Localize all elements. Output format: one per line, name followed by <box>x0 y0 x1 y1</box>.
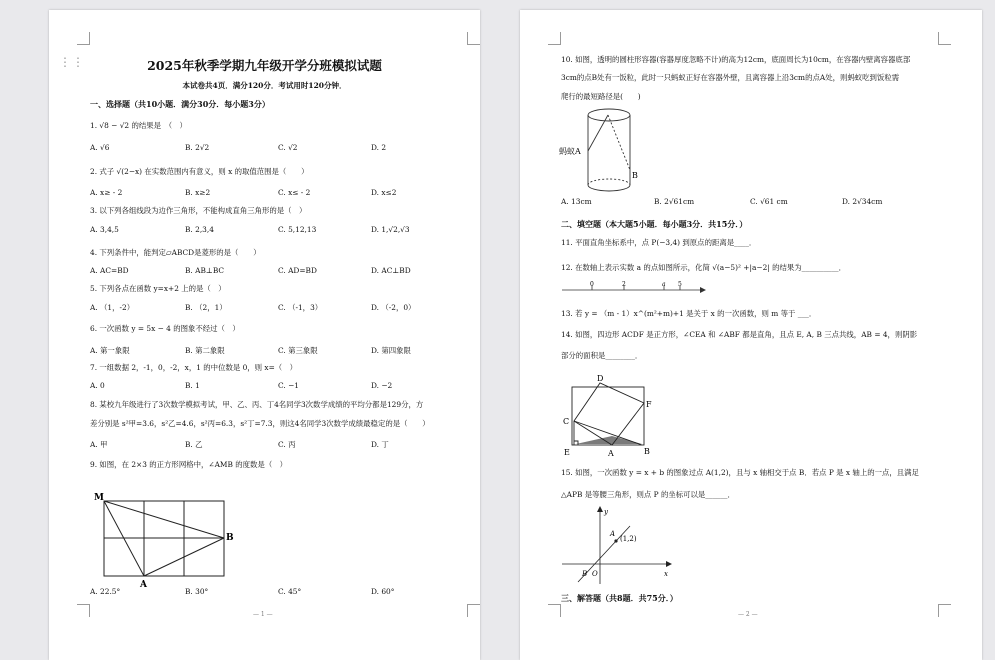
corner-mark <box>77 32 90 45</box>
option: C. x≤ - 2 <box>278 188 311 197</box>
section-heading: 一、选择题（共10小题．满分30分．每小题3分） <box>90 99 270 109</box>
question-stem-cont: 爬行的最短路径是( ) <box>561 92 641 101</box>
section-heading: 二、填空题（本大题5小题．每小题3分．共15分．） <box>561 219 748 229</box>
label-c: C <box>563 417 570 426</box>
option: B. 1 <box>185 381 200 390</box>
tick-label: 2 <box>622 281 626 288</box>
section-heading: 三、解答题（共8题．共75分．） <box>561 593 678 603</box>
option: B. 2√2 <box>185 143 210 152</box>
question-stem-cont: △APB 是等腰三角形，则点 P 的坐标可以是______． <box>561 490 735 499</box>
option: C. AD=BD <box>278 266 317 275</box>
exam-subtitle: 本试卷共4页．满分120分．考试用时120分钟． <box>182 81 347 90</box>
label-a: A <box>610 530 616 538</box>
option: A. x≥ - 2 <box>90 188 123 197</box>
option: A. 13cm <box>561 197 592 206</box>
label-m: M <box>94 493 104 503</box>
right-angle-mark <box>574 441 578 445</box>
label-b: B <box>582 570 588 578</box>
label-b: B <box>226 533 234 543</box>
option: D. 2√34cm <box>842 197 883 206</box>
segment-mb <box>104 501 224 538</box>
question-stem: 5. 下列各点在函数 y=x+2 上的是（ ） <box>90 284 226 293</box>
option: D. AC⊥BD <box>371 266 411 275</box>
corner-mark <box>548 32 561 45</box>
option: B. x≥2 <box>185 188 211 197</box>
page-number: — 2 — <box>738 611 758 618</box>
question-stem-cont: 部分的面积是________． <box>561 351 643 360</box>
corner-mark <box>77 604 90 617</box>
question-stem: 15. 如图，一次函数 y = x + b 的图象过点 A(1,2)，且与 x 轴相交于点 B．若点 P 是 x 轴上的一点，且满足 <box>561 468 919 477</box>
option: B. 2√61cm <box>654 197 695 206</box>
option: C. 丙 <box>278 440 296 449</box>
question-stem: 13. 若 y = （m - 1）x^(m²+m)+1 是关于 x 的一次函数，则 m 等于 ___． <box>561 309 817 318</box>
arrow-icon <box>597 506 603 512</box>
number-line-q12 <box>560 280 710 300</box>
ant-label: 蚂蚁A <box>559 147 581 156</box>
label-o: O <box>592 570 598 578</box>
outer-rectangle <box>572 387 644 445</box>
option: D. （-2，0） <box>371 303 416 312</box>
square-acdf <box>574 383 644 445</box>
tick-label: a <box>662 281 666 288</box>
option: D. 60° <box>371 587 395 596</box>
question-stem: 6. 一次函数 y = 5x − 4 的图象不经过（ ） <box>90 324 240 333</box>
corner-mark <box>467 604 480 617</box>
drag-handle-icon[interactable]: ⋮⋮ <box>59 55 85 69</box>
label-y: y <box>604 508 608 516</box>
page-title: 2025年秋季学期九年级开学分班模拟试题 <box>147 58 382 73</box>
grid-figure-q9 <box>89 480 239 592</box>
page-number: — 1 — <box>253 611 273 618</box>
corner-mark <box>548 604 561 617</box>
option: A. AC=BD <box>90 266 129 275</box>
exam-page-2 <box>520 10 982 660</box>
question-stem: 14. 如图，四边形 ACDF 是正方形，∠CEA 和 ∠ABF 都是直角，且点 E, A, B 三点共线，AB = 4，则阴影 <box>561 330 918 339</box>
option: D. 第四象限 <box>371 346 411 355</box>
option: B. 第二象限 <box>185 346 225 355</box>
question-stem-cont: 3cm的点B处有一饭粒，此时一只蚂蚁正好在容器外壁，且离容器上沿3cm的点A处，则蚂蚁吃到饭粒需 <box>561 73 900 82</box>
option: D. 丁 <box>371 440 389 449</box>
option: C. 第三象限 <box>278 346 318 355</box>
arrow-icon <box>666 561 672 567</box>
coordinate-figure-q15 <box>560 504 675 586</box>
cylinder-bottom <box>588 185 630 191</box>
option: D. −2 <box>371 381 393 390</box>
question-stem-cont: 差分别是 s²甲=3.6，s²乙=4.6，s²丙=6.3，s²丁=7.3，则这4名同学3次数学成绩最稳定的是（ ） <box>90 419 430 428</box>
square-figure-q14 <box>560 365 665 460</box>
cylinder-top <box>588 109 630 121</box>
option: A. 22.5° <box>90 587 121 596</box>
cylinder-bottom-hidden <box>588 179 630 185</box>
question-stem: 8. 某校九年级进行了3次数学模拟考试，甲、乙、丙、丁4名同学3次数学成绩的平均分都是129分，方 <box>90 400 424 409</box>
question-stem: 1. √8 − √2 的结果是 （ ） <box>90 121 187 130</box>
tick-label: 5 <box>678 281 682 288</box>
label-b: B <box>644 447 650 456</box>
question-stem: 9. 如图，在 2×3 的正方形网格中，∠AMB 的度数是（ ） <box>90 460 287 469</box>
option: C. （-1，3） <box>278 303 323 312</box>
option: A. 3,4,5 <box>90 225 119 234</box>
corner-mark <box>938 32 951 45</box>
option: D. 1,√2,√3 <box>371 225 410 234</box>
option: C. √2 <box>278 143 298 152</box>
option: A. 0 <box>90 381 105 390</box>
label-e: E <box>564 448 570 457</box>
question-stem: 12. 在数轴上表示实数 a 的点如图所示，化简 √(a−5)² +|a−2| 的结果为__________． <box>561 263 847 272</box>
point-label: (1,2) <box>620 535 637 543</box>
question-stem: 11. 平面直角坐标系中，点 P(−3,4) 到原点的距离是____． <box>561 238 757 247</box>
option: B. 30° <box>185 587 209 596</box>
option: A. 第一象限 <box>90 346 130 355</box>
point-a <box>614 539 617 542</box>
option: B. （2，1） <box>185 303 227 312</box>
option: B. 乙 <box>185 440 203 449</box>
option: C. √61 cm <box>750 197 788 206</box>
option: B. 2,3,4 <box>185 225 214 234</box>
label-b: B <box>632 171 638 180</box>
option: A. √6 <box>90 143 110 152</box>
tick-label: 0 <box>590 281 594 288</box>
label-a: A <box>608 449 614 458</box>
label-a: A <box>140 580 147 590</box>
option: C. 5,12,13 <box>278 225 317 234</box>
question-stem: 7. 一组数据 2，-1，0，-2，x，1 的中位数是 0，则 x=（ ） <box>90 363 297 372</box>
option: A. 甲 <box>90 440 108 449</box>
path-line-hidden <box>608 115 630 170</box>
label-x: x <box>664 570 668 578</box>
option: D. x≤2 <box>371 188 397 197</box>
corner-mark <box>938 604 951 617</box>
corner-mark <box>467 32 480 45</box>
question-stem: 4. 下列条件中，能判定▱ABCD是菱形的是（ ） <box>90 248 261 257</box>
question-stem: 10. 如图，透明的圆柱形容器(容器厚度忽略不计)的高为12cm，底面周长为10cm，在容器内壁离容器底部 <box>561 55 911 64</box>
option: B. AB⊥BC <box>185 266 225 275</box>
option: C. −1 <box>278 381 299 390</box>
exam-page-1 <box>49 10 480 660</box>
cylinder-figure-q10 <box>556 102 656 197</box>
label-f: F <box>646 400 652 409</box>
question-stem: 2. 式子 √(2−x) 在实数范围内有意义，则 x 的取值范围是（ ） <box>90 167 309 176</box>
arrow-icon <box>700 287 706 293</box>
option: A. （1，-2） <box>90 303 135 312</box>
question-stem: 3. 以下列各组线段为边作三角形，不能构成直角三角形的是（ ） <box>90 206 307 215</box>
option: D. 2 <box>371 143 387 152</box>
label-d: D <box>597 374 604 383</box>
option: C. 45° <box>278 587 302 596</box>
